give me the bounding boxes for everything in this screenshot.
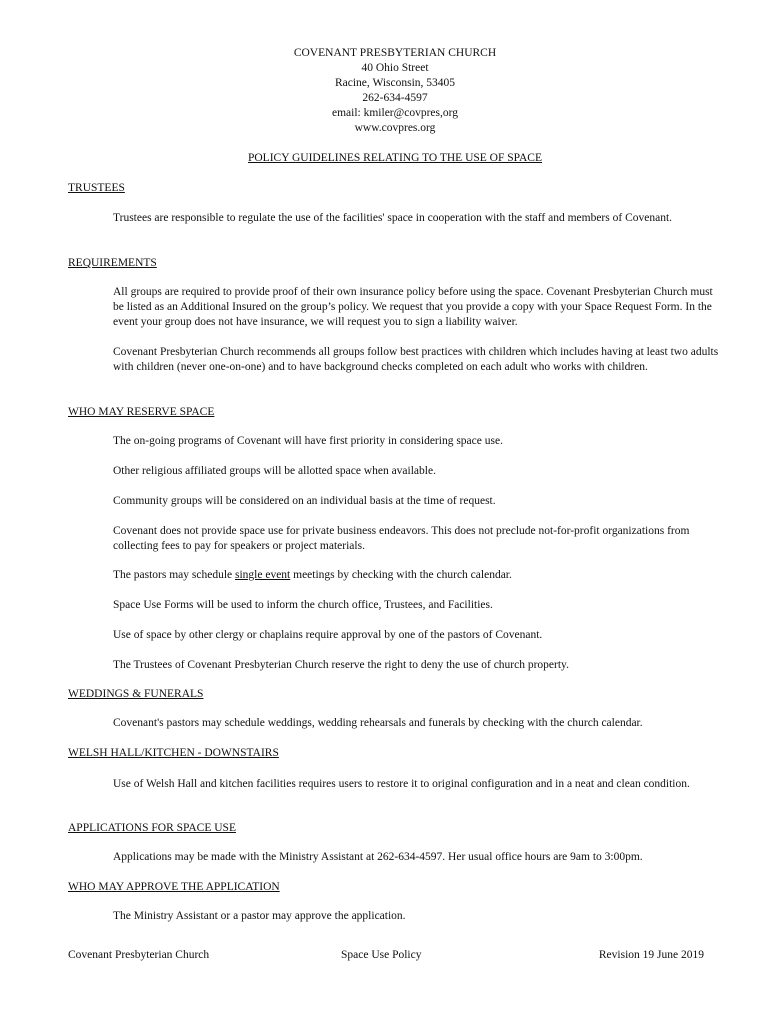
heading-who-may-reserve: WHO MAY RESERVE SPACE [68,406,215,418]
weddings-paragraph: Covenant's pastors may schedule weddings, wedding rehearsals and funerals by checking with the church calendar. [113,717,643,729]
phone-number: 262-634-4597 [362,92,428,104]
reserve-pastors-text-pre: The pastors may schedule [113,569,235,581]
website: www.covpres.org [354,122,436,134]
letterhead [0,46,770,136]
heading-requirements: REQUIREMENTS [68,257,157,269]
email-address: email: kmiler@covpres,org [332,107,458,119]
heading-trustees: TRUSTEES [68,182,125,194]
welsh-hall-paragraph: Use of Welsh Hall and kitchen facilities requires users to restore it to original configuration and in a neat and clean condition. [113,778,690,790]
applications-paragraph: Applications may be made with the Ministry Assistant at 262-634-4597. Her usual office hours are 9am to 3:00pm. [113,851,643,863]
requirements-children-paragraph: Covenant Presbyterian Church recommends all groups follow best practices with children which includes having at least two adults with children (never one-on-one) and to have background checks completed on each adult who works with children. [113,346,719,373]
reserve-deny-paragraph: The Trustees of Covenant Presbyterian Church reserve the right to deny the use of church property. [113,659,569,671]
street-address: 40 Ohio Street [361,62,429,74]
org-name: COVENANT PRESBYTERIAN CHURCH [293,47,497,59]
heading-welsh-hall: WELSH HALL/KITCHEN - DOWNSTAIRS [68,747,279,759]
footer-doc-title: Space Use Policy [341,949,422,961]
document-title-text: POLICY GUIDELINES RELATING TO THE USE OF SPACE [247,152,542,164]
requirements-insurance-paragraph: All groups are required to provide proof of their own insurance policy before using the space. Covenant Presbyterian Church must be listed as an Additional Insured on the group’s policy. We request that you provide a copy with your Space Request Form. In the event your group does not have insurance, we will request you to sign a liability waiver. [113,286,713,328]
reserve-pastors-paragraph [113,568,725,583]
single-event-emphasis: single event [235,569,291,581]
city-state-zip: Racine, Wisconsin, 53405 [334,77,456,89]
trustees-paragraph: Trustees are responsible to regulate the use of the facilities' space in cooperation with the staff and members of Covenant. [113,212,673,224]
page-footer [68,948,704,963]
footer-revision: Revision 19 June 2019 [598,949,704,961]
reserve-forms-paragraph: Space Use Forms will be used to inform the church office, Trustees, and Facilities. [113,599,493,611]
reserve-clergy-paragraph: Use of space by other clergy or chaplains require approval by one of the pastors of Covenant. [113,629,543,641]
reserve-community-paragraph: Community groups will be considered on an individual basis at the time of request. [113,495,496,507]
document-title [0,151,770,166]
footer-org: Covenant Presbyterian Church [68,949,210,961]
heading-applications: APPLICATIONS FOR SPACE USE [68,822,236,834]
reserve-priority-paragraph: The on-going programs of Covenant will have first priority in considering space use. [113,435,503,447]
reserve-religious-paragraph: Other religious affiliated groups will be allotted space when available. [113,465,436,477]
heading-weddings-funerals: WEDDINGS & FUNERALS [68,688,204,700]
heading-who-may-approve: WHO MAY APPROVE THE APPLICATION [68,881,280,893]
reserve-business-paragraph: Covenant does not provide space use for private business endeavors. This does not preclude not-for-profit organizations from collecting fees to pay for speakers or project materials. [113,525,690,552]
reserve-pastors-text-post: meetings by checking with the church calendar. [290,569,512,581]
approve-paragraph: The Ministry Assistant or a pastor may approve the application. [113,910,406,922]
